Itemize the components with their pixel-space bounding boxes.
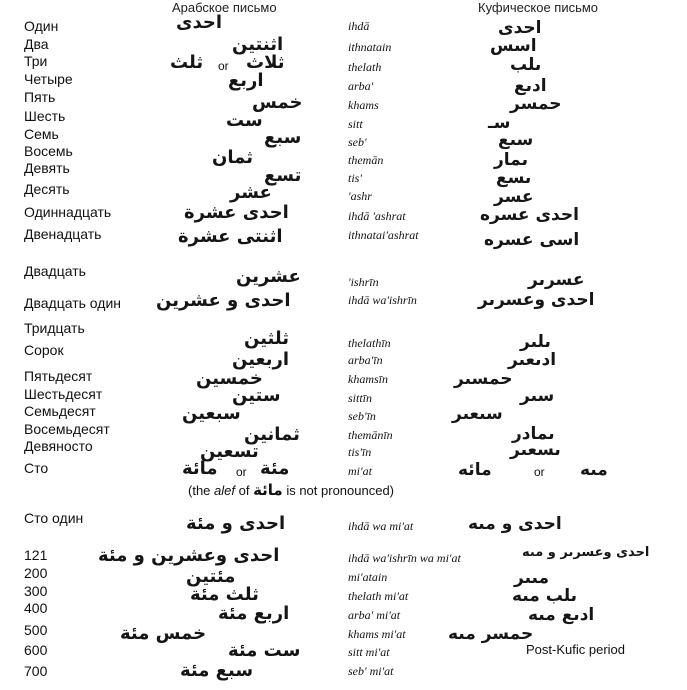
russian-label: Восемьдесят (24, 421, 110, 437)
transliteration: 'ashr (348, 189, 372, 203)
kufic-script-header: Куфическое письмо (478, 0, 599, 15)
transliteration: thelath mi'at (348, 589, 409, 603)
russian-label: Пять (24, 89, 56, 105)
transliteration: thelath (348, 60, 382, 74)
arabic-word: خمس مئة (120, 623, 207, 644)
arabic-word: خمس (252, 92, 303, 113)
arabic-word: ثلاث (246, 52, 285, 73)
transliteration: ihdā wa'ishrīn wa mi'at (348, 551, 461, 565)
kufic-word: احدى (498, 18, 542, 38)
or-text-kufic: or (534, 465, 545, 479)
russian-label: Сорок (24, 342, 64, 358)
russian-label: 500 (24, 622, 48, 638)
arabic-word: اثنتى عشرة (178, 226, 283, 247)
transliteration: tis' (348, 171, 362, 185)
arabic-word: عشر (230, 182, 272, 203)
arabic-word: ثمانين (244, 424, 300, 445)
kufic-word: ىمار (494, 150, 528, 170)
arabic-word: عشرين (236, 266, 301, 287)
kufic-word: اسس (490, 36, 537, 56)
kufic-word-alt: مائه (458, 460, 492, 480)
kufic-word: عسر (494, 187, 534, 207)
kufic-word: سىعىر (452, 404, 503, 424)
kufic-word: احدى وعسرىر و مىه (522, 545, 650, 560)
russian-label: 300 (24, 583, 48, 599)
russian-label: 400 (24, 600, 48, 616)
arabic-word: احدى (176, 12, 223, 33)
arabic-word: خمسين (196, 368, 263, 389)
transliteration: ihdā (348, 19, 370, 33)
russian-label: 600 (24, 642, 48, 658)
transliteration: ihdā wa mi'at (348, 519, 414, 533)
russian-label: Три (24, 53, 48, 69)
transliteration: ithnatai'ashrat (348, 228, 419, 242)
transliteration: seb' mi'at (348, 664, 394, 678)
arabic-word: مئة (260, 458, 290, 479)
kufic-word: ىسعىر (510, 440, 561, 460)
arabic-word-alt: ثلث (170, 52, 204, 73)
transliteration: themān (348, 153, 384, 167)
transliteration: arba'īn (348, 353, 383, 367)
transliteration: themānīn (348, 428, 393, 442)
russian-label: Двадцать один (24, 295, 122, 311)
arabic-word: ثمان (212, 147, 253, 168)
arabic-word: تسع (264, 165, 302, 186)
transliteration: arba' (348, 79, 374, 93)
kufic-word: حمسىر (454, 369, 513, 389)
kufic-word: ادىع مىه (528, 605, 595, 625)
arabic-word: اربع (228, 70, 264, 91)
russian-label: Семь (24, 126, 59, 142)
kufic-word: عسرىر (528, 270, 585, 290)
transliteration: mi'at (348, 464, 372, 478)
transliteration: thelathīn (348, 336, 391, 350)
arabic-script-header: Арабское письмо (172, 0, 277, 15)
arabic-word: ثلثين (244, 328, 289, 349)
kufic-word: ىلىر (520, 332, 551, 352)
arabic-word: احدى وعشرين و مئة (98, 545, 280, 566)
arabic-word: اربع مئة (218, 603, 290, 624)
russian-label: Два (24, 36, 49, 52)
russian-label: Пятьдесят (24, 368, 93, 384)
russian-label: 121 (24, 547, 48, 563)
arabic-word: احدى و مئة (186, 513, 286, 534)
kufic-word: حمسر مىه (448, 624, 534, 644)
russian-label: Шесть (24, 108, 66, 124)
kufic-word: ىلب (510, 55, 542, 75)
russian-label: Двадцать (24, 263, 86, 279)
kufic-word: ىمادر (512, 424, 555, 444)
transliteration: sittīn (348, 391, 373, 405)
russian-label: Сто (24, 460, 49, 476)
russian-label: Тридцать (24, 320, 85, 336)
transliteration: arba' mi'at (348, 608, 401, 622)
russian-label: Десять (24, 181, 70, 197)
russian-label: 200 (24, 565, 48, 581)
transliteration: 'ishrīn (348, 275, 379, 289)
arabic-word: سبع (264, 127, 302, 148)
russian-label: 700 (24, 663, 48, 679)
kufic-word: مىه (580, 460, 608, 480)
russian-label: Восемь (24, 143, 73, 159)
transliteration: sitt (348, 117, 363, 131)
arabic-word: ست مئة (228, 640, 301, 661)
arabic-word: اثنتين (232, 34, 284, 55)
transliteration: khams mi'at (348, 627, 406, 641)
transliteration: seb'īn (348, 409, 376, 423)
russian-label: Двенадцать (24, 226, 102, 242)
kufic-word: ىلب مىه (512, 586, 578, 606)
arabic-word: ستين (232, 385, 281, 406)
russian-label: Девять (24, 160, 70, 176)
kufic-word: احدى عسره (480, 205, 579, 225)
transliteration: seb' (348, 135, 367, 149)
kufic-word: اسى عسره (484, 230, 580, 250)
arabic-word: سبعين (182, 403, 241, 424)
arabic-word: احدى و عشرين (156, 290, 291, 311)
kufic-word: حمسر (510, 94, 562, 114)
kufic-word: مىىر (514, 568, 549, 588)
transliteration: ihdā wa'ishrīn (348, 293, 417, 307)
kufic-word: سـ (488, 113, 511, 133)
kufic-word: سىر (520, 386, 555, 406)
arabic-word-alt: مائة (182, 458, 218, 479)
russian-label: Одиннадцать (24, 204, 112, 220)
arabic-word: ثلث مئة (190, 584, 259, 605)
russian-label: Сто один (24, 510, 84, 526)
arabic-word: ست (226, 110, 263, 131)
russian-label: Четыре (24, 71, 73, 87)
kufic-word: احدى وعسرىر (478, 290, 595, 310)
or-text: or (236, 465, 247, 479)
transliteration: ihdā 'ashrat (348, 209, 406, 223)
arabic-word: مئتين (186, 566, 236, 587)
russian-label: Семьдесят (24, 403, 96, 419)
post-kufic-label: Post-Kufic period (526, 642, 625, 657)
arabic-word: سبع مئة (180, 660, 254, 681)
transliteration: tis'īn (348, 445, 372, 459)
kufic-word: سىع (498, 130, 534, 150)
or-text: or (218, 59, 229, 73)
transliteration: khamsīn (348, 372, 388, 386)
kufic-word: ادىعىر (508, 350, 557, 370)
russian-label: Шестьдесят (24, 386, 103, 402)
kufic-word: ىسع (496, 168, 532, 188)
arabic-word: تسعين (200, 441, 259, 462)
kufic-word: ادىع (514, 76, 547, 96)
kufic-word: احدى و مىه (468, 514, 562, 534)
russian-label: Один (24, 18, 59, 34)
transliteration: mi'atain (348, 570, 388, 584)
russian-label: Девяносто (24, 438, 93, 454)
alef-note: (the alef of مائة is not pronounced) (188, 481, 395, 499)
transliteration: khams (348, 98, 379, 112)
transliteration: sitt mi'at (348, 645, 390, 659)
arabic-word: اربعين (232, 349, 289, 370)
transliteration: ithnatain (348, 40, 392, 54)
arabic-word: احدى عشرة (184, 202, 289, 223)
